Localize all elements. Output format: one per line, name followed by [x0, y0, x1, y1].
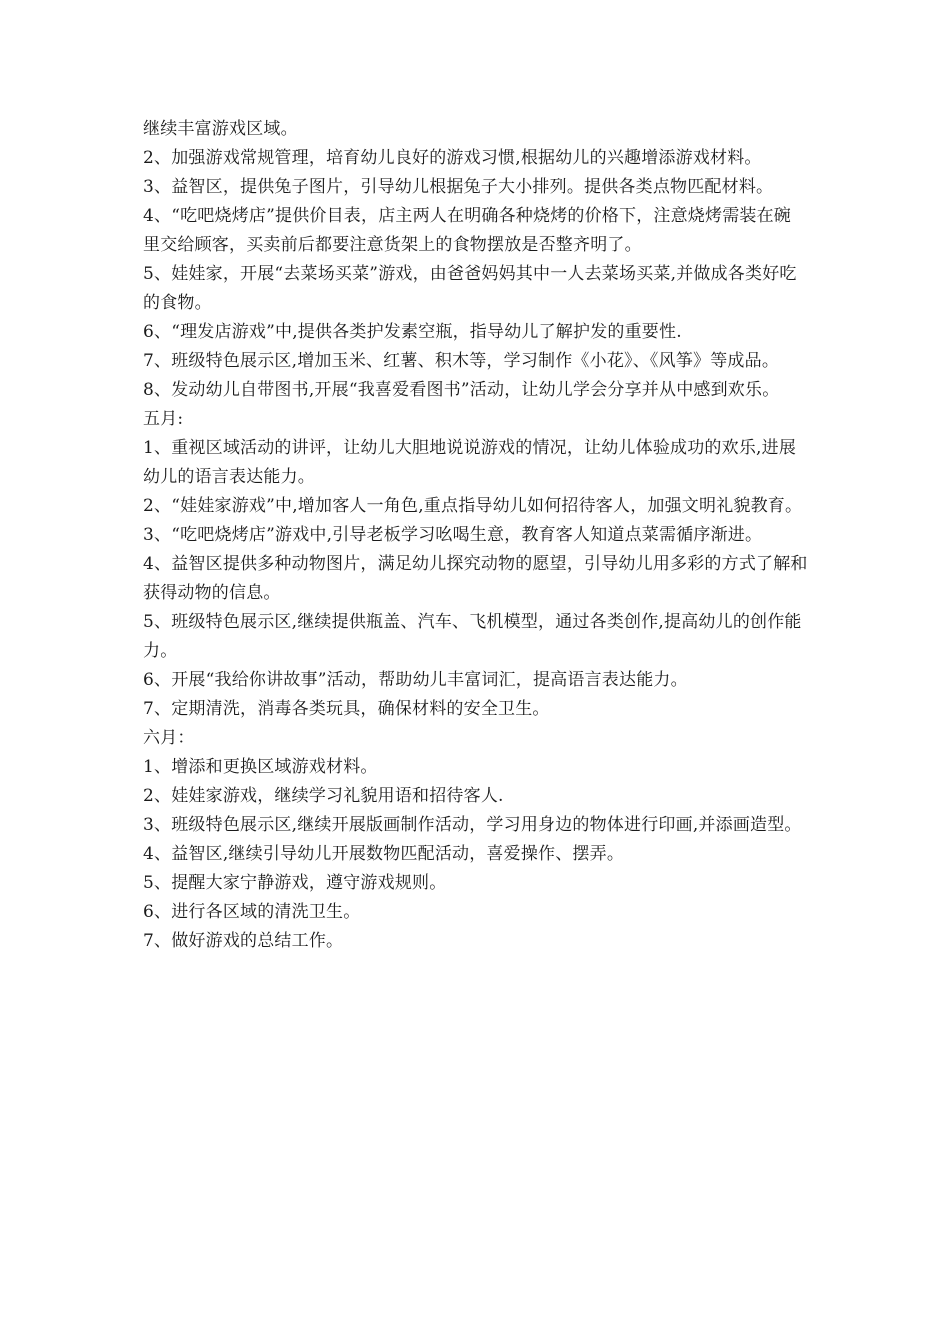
- paragraph-june-item-5: 5、提醒大家宁静游戏，遵守游戏规则。: [143, 873, 447, 893]
- paragraph-may-item-1: 1、重视区域活动的讲评，让幼儿大胆地说说游戏的情况，让幼儿体验成功的欢乐,进展幼儿的语言表达能力。: [143, 438, 797, 487]
- paragraph-june-item-2: 2、娃娃家游戏，继续学习礼貌用语和招待客人.: [143, 786, 504, 806]
- paragraph-june-item-6: 6、进行各区域的清洗卫生。: [143, 902, 361, 922]
- paragraph-may-item-4: 4、益智区提供多种动物图片，满足幼儿探究动物的愿望，引导幼儿用多彩的方式了解和获得动物的信息。: [143, 554, 808, 603]
- paragraph-june-item-7: 7、做好游戏的总结工作。: [143, 931, 344, 951]
- paragraph-april-item-7: 7、班级特色展示区,增加玉米、红薯、积木等，学习制作《小花》、《风筝》等成品。: [143, 351, 780, 371]
- section-heading-may: 五月:: [143, 409, 184, 429]
- paragraph-may-item-3: 3、“吃吧烧烤店”游戏中,引导老板学习吆喝生意，教育客人知道点菜需循序渐进。: [143, 525, 763, 545]
- paragraph-june-item-4: 4、益智区,继续引导幼儿开展数物匹配活动，喜爱操作、摆弄。: [143, 844, 625, 864]
- paragraph-april-item-5: 5、娃娃家，开展“去菜场买菜”游戏，由爸爸妈妈其中一人去菜场买菜,并做成各类好吃的食物。: [143, 264, 797, 313]
- paragraph-april-item-3: 3、益智区，提供兔子图片，引导幼儿根据兔子大小排列。提供各类点物匹配材料。: [143, 177, 774, 197]
- paragraph-may-item-5: 5、班级特色展示区,继续提供瓶盖、汽车、飞机模型，通过各类创作,提高幼儿的创作能力。: [143, 612, 802, 661]
- document-body: [143, 115, 808, 956]
- paragraph-june-item-1: 1、增添和更换区域游戏材料。: [143, 757, 378, 777]
- section-heading-june: 六月：: [143, 728, 195, 748]
- paragraph-intro-continuation: 继续丰富游戏区域。: [143, 119, 298, 139]
- paragraph-may-item-6: 6、开展“我给你讲故事”活动，帮助幼儿丰富词汇，提高语言表达能力。: [143, 670, 688, 690]
- paragraph-april-item-6: 6、“理发店游戏”中,提供各类护发素空瓶，指导幼儿了解护发的重要性.: [143, 322, 682, 342]
- paragraph-april-item-4: 4、“吃吧烧烤店”提供价目表，店主两人在明确各种烧烤的价格下，注意烧烤需装在碗里交给顾客，买卖前后都要注意货架上的食物摆放是否整齐明了。: [143, 206, 791, 255]
- paragraph-may-item-7: 7、定期清洗，消毒各类玩具，确保材料的安全卫生。: [143, 699, 550, 719]
- paragraph-may-item-2: 2、“娃娃家游戏”中,增加客人一角色,重点指导幼儿如何招待客人，加强文明礼貌教育。: [143, 496, 803, 516]
- paragraph-april-item-8: 8、发动幼儿自带图书,开展“我喜爱看图书”活动，让幼儿学会分享并从中感到欢乐。: [143, 380, 780, 400]
- paragraph-june-item-3: 3、班级特色展示区,继续开展版画制作活动，学习用身边的物体进行印画,并添画造型。: [143, 815, 802, 835]
- paragraph-april-item-2: 2、加强游戏常规管理，培育幼儿良好的游戏习惯,根据幼儿的兴趣增添游戏材料。: [143, 148, 762, 168]
